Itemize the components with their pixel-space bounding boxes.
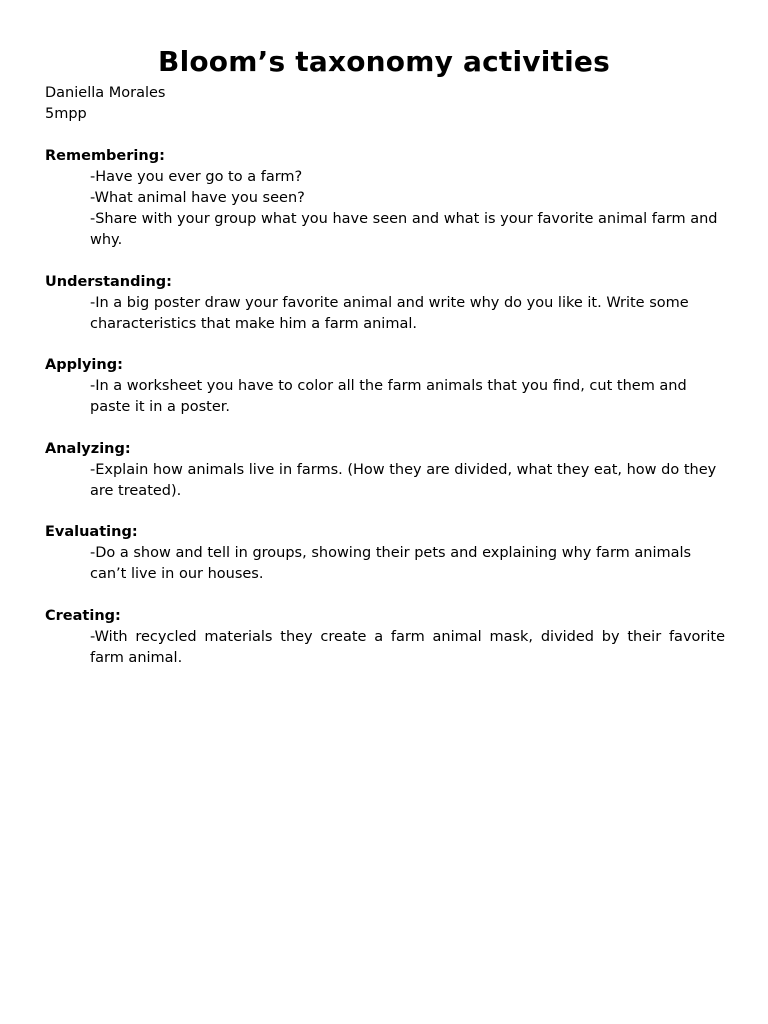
activity-sections [45, 146, 725, 689]
activity-list [45, 543, 725, 585]
author-name: Daniella Morales [45, 85, 166, 101]
section-heading: Applying: [45, 357, 123, 373]
section-applying [45, 355, 725, 418]
section-understanding [45, 272, 725, 335]
activity-list [45, 293, 725, 335]
activity-list [45, 460, 725, 502]
section-analyzing [45, 439, 725, 502]
document-title: Bloom’s taxonomy activities [158, 45, 610, 78]
activity-list [45, 167, 725, 251]
activity-item: -Have you ever go to a farm? [90, 169, 303, 185]
section-evaluating [45, 522, 725, 585]
section-heading: Understanding: [45, 273, 172, 290]
section-heading: Analyzing: [45, 440, 131, 457]
activity-list [45, 627, 725, 669]
section-creating [45, 606, 725, 669]
activity-item: -Share with your group what you have seen and what is your favorite animal farm and why. [90, 211, 718, 248]
activity-item: -Explain how animals live in farms. (How they are divided, what they eat, how do they are treated). [90, 461, 717, 499]
section-heading: Remembering: [45, 148, 165, 164]
section-heading: Evaluating: [45, 524, 138, 540]
activity-item: -Do a show and tell in groups, showing their pets and explaining why farm animals can’t live in our houses. [90, 545, 692, 582]
activity-item: -What animal have you seen? [90, 190, 305, 206]
class-code: 5mpp [45, 106, 87, 122]
activity-list [45, 376, 725, 418]
section-heading: Creating: [45, 607, 121, 624]
activity-item: -With recycled materials they create a farm animal mask, divided by their favorite farm animal. [90, 628, 725, 666]
activity-item: -In a worksheet you have to color all the farm animals that you find, cut them and paste it in a poster. [90, 378, 687, 415]
activity-item: -In a big poster draw your favorite animal and write why do you like it. Write some characteristics that make him a farm animal. [90, 294, 689, 332]
section-remembering [45, 146, 725, 251]
